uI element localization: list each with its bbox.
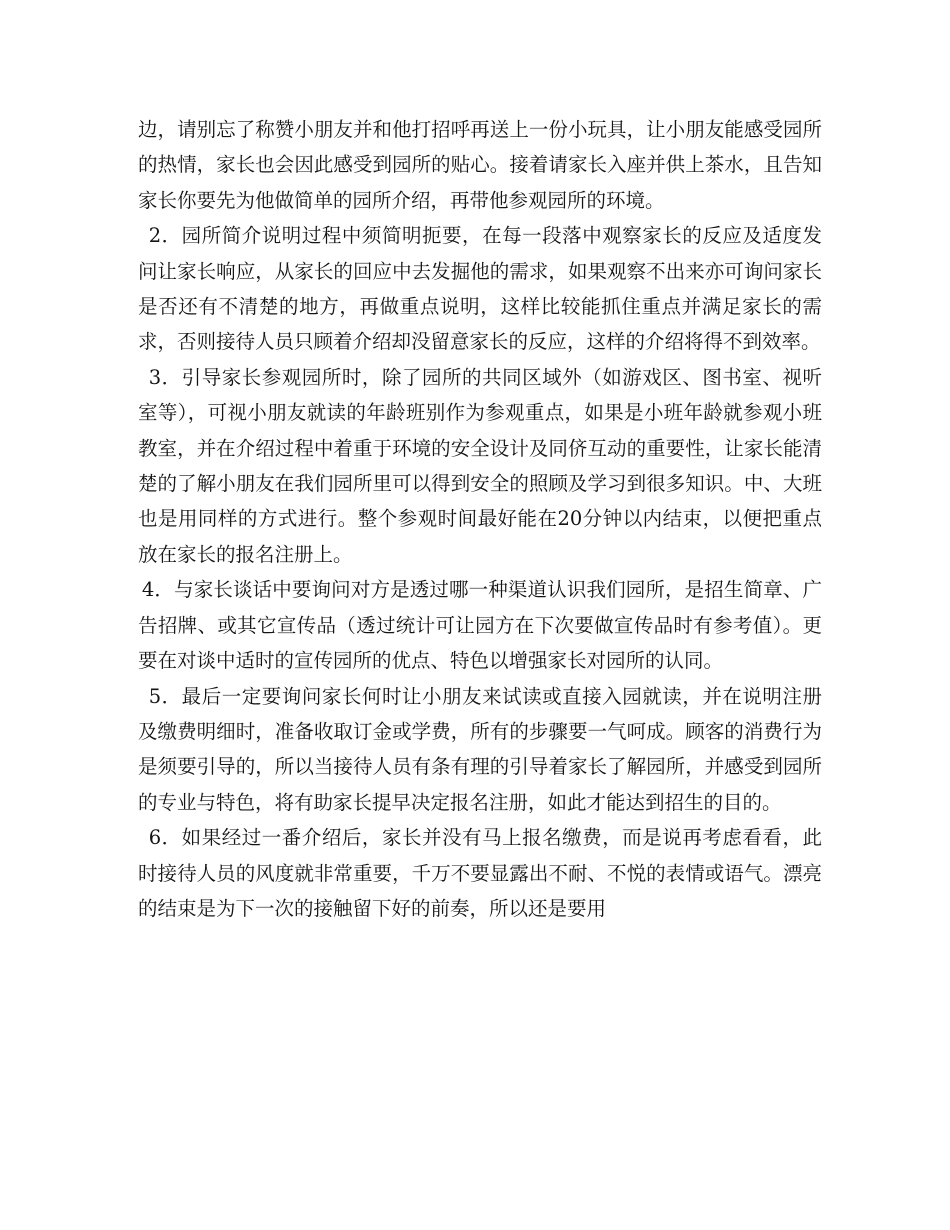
document-page (138, 112, 822, 926)
paragraph-item-4: 4．与家长谈话中要询问对方是透过哪一种渠道认识我们园所，是招生简章、广告招牌、或其它宣传品（透过统计可让园方在下次要做宣传品时有参考值）。更要在对谈中适时的宣传园所的优点、特色以增强家长对园所的认同。 (138, 578, 822, 673)
paragraph-item-5: 5．最后一定要询问家长何时让小朋友来试读或直接入园就读，并在说明注册及缴费明细时，准备收取订金或学费，所有的步骤要一气呵成。顾客的消费行为是须要引导的，所以当接待人员有条有理的引导着家长了解园所，并感受到园所的专业与特色，将有助家长提早决定报名注册，如此才能达到招生的目的。 (138, 684, 822, 814)
paragraph-continuation: 边，请别忘了称赞小朋友并和他打招呼再送上一份小玩具，让小朋友能感受园所的热情，家长也会因此感受到园所的贴心。接着请家长入座并供上茶水，且告知家长你要先为他做简单的园所介绍，再带他参观园所的环境。 (138, 118, 822, 212)
paragraph-item-6: 6．如果经过一番介绍后，家长并没有马上报名缴费，而是说再考虑看看，此时接待人员的风度就非常重要，千万不要显露出不耐、不悦的表情或语气。漂亮的结束是为下一次的接触留下好的前奏，所以还是要用 (138, 826, 822, 920)
paragraph-item-3: 3．引导家长参观园所时，除了园所的共同区域外（如游戏区、图书室、视听室等），可视小朋友就读的年龄班别作为参观重点，如果是小班年龄就参观小班教室，并在介绍过程中着重于环境的安全设计及同侪互动的重要性，让家长能清楚的了解小朋友在我们园所里可以得到安全的照顾及学习到很多知识。中、大班也是用同样的方式进行。整个参观时间最好能在20分钟以内结束，以便把重点放在家长的报名注册上。 (138, 365, 822, 566)
paragraph-item-2: 2．园所简介说明过程中须简明扼要，在每一段落中观察家长的反应及适度发问让家长响应，从家长的回应中去发掘他的需求，如果观察不出来亦可询问家长是否还有不清楚的地方，再做重点说明，这样比较能抓住重点并满足家长的需求，否则接待人员只顾着介绍却没留意家长的反应，这样的介绍将得不到效率。 (138, 224, 822, 354)
